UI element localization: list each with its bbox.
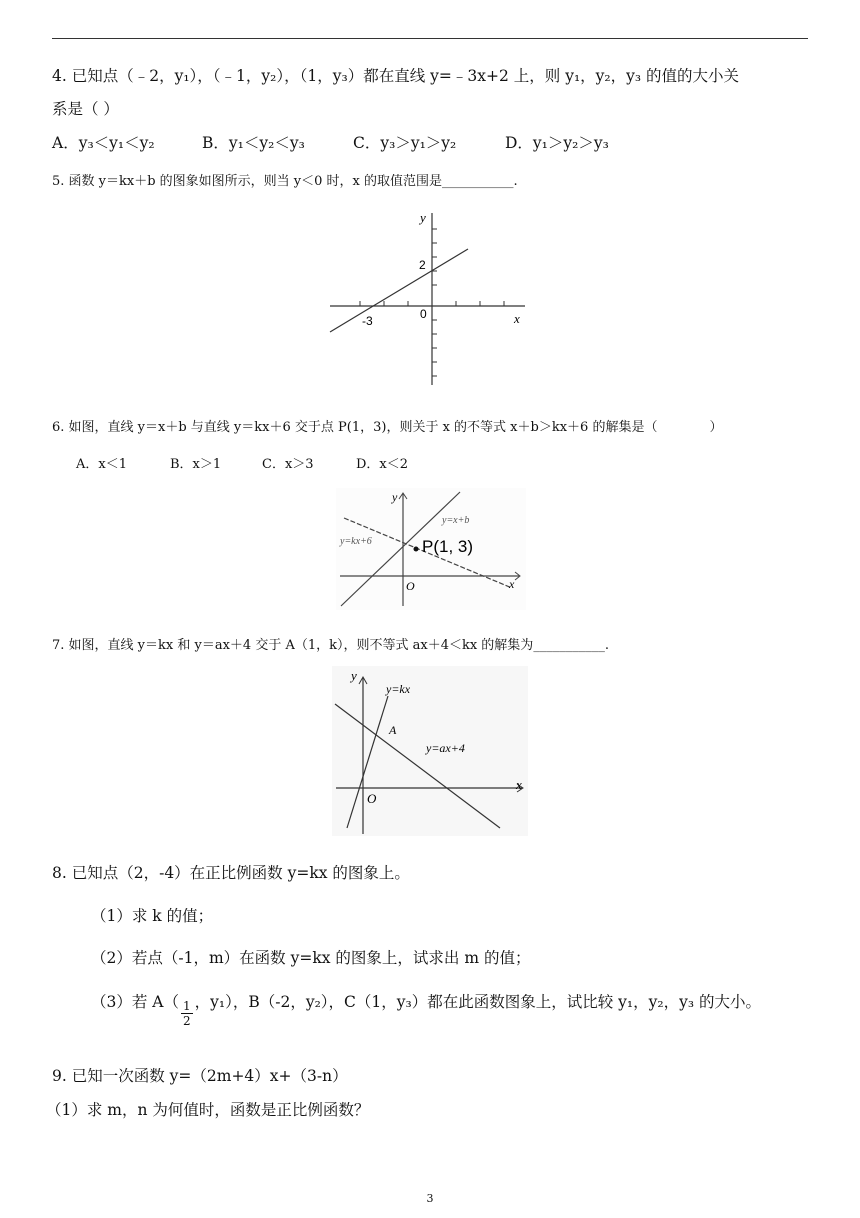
q4-option-c[interactable]: C．y₃＞y₁＞y₂ (353, 134, 457, 152)
q7-text: 7. 如图，直线 y＝kx 和 y＝ax＋4 交于 A（1，k），则不等式 ax＋4＜kx 的解集为 (52, 638, 534, 653)
q6-line1-label: y=x+b (442, 515, 470, 526)
q5-x-intercept-label: -3 (362, 314, 373, 328)
q8-part-3 (91, 990, 761, 1028)
q4-options (52, 131, 609, 153)
q5-answer-blank[interactable]: ___________ (442, 174, 514, 189)
q6-text: 6. 如图，直线 y＝x＋b 与直线 y＝kx＋6 交于点 P(1，3)，则关于 x 的不等式 x＋b＞kx＋6 的解集是（ (52, 420, 658, 435)
q4-option-a[interactable]: A．y₃＜y₁＜y₂ (52, 134, 155, 152)
q8-part-2: （2）若点（-1，m）在函数 y=kx 的图象上，试求出 m 的值； (91, 949, 531, 967)
q7-y-label: y (351, 668, 357, 683)
q8-fraction-numerator: 1 (182, 999, 191, 1013)
q4-option-b[interactable]: B．y₁＜y₂＜y₃ (202, 134, 305, 152)
q7-graph (332, 666, 528, 836)
q6-point-p (414, 547, 419, 552)
q7-origin-label: O (367, 791, 377, 806)
q8-stem: 8. 已知点（2，-4）在正比例函数 y=kx 的图象上。 (52, 864, 410, 882)
q6-option-b[interactable]: B．x＞1 (170, 457, 222, 472)
q6-y-label: y (392, 490, 398, 504)
q5-y-label: y (420, 210, 426, 225)
header-rule (52, 38, 808, 39)
q5-y-intercept-label: 2 (419, 258, 426, 272)
q7-period: . (604, 638, 609, 653)
page-number: 3 (426, 1192, 434, 1205)
q8-fraction-denominator: 2 (182, 1014, 191, 1028)
q9-part-1: （1）求 m，n 为何值时，函数是正比例函数？ (46, 1101, 370, 1119)
q6-stem (52, 416, 722, 435)
q5-y-ticks (432, 229, 437, 376)
q5-text: 5. 函数 y＝kx＋b 的图象如图所示，则当 y＜0 时，x 的取值范围是 (52, 174, 443, 189)
q7-point-a-label: A (389, 723, 397, 737)
q7-line2-label: y=ax+4 (426, 741, 465, 755)
q7-stem (52, 634, 609, 653)
q6-option-a[interactable]: A．x＜1 (76, 457, 127, 472)
q6-option-c[interactable]: C．x＞3 (262, 457, 314, 472)
q4-option-d[interactable]: D．y₁＞y₂＞y₃ (505, 134, 609, 152)
q9-stem: 9. 已知一次函数 y=（2m+4）x+（3-n） (52, 1067, 348, 1085)
q7-line1-label: y=kx (386, 682, 411, 696)
q5-period: . (513, 174, 518, 189)
q5-x-label: x (514, 311, 520, 326)
q8-part-1: （1）求 k 的值； (91, 907, 214, 925)
q6-x-label: x (509, 577, 515, 591)
q6-option-d[interactable]: D．x＜2 (356, 457, 409, 472)
q6-graph (336, 488, 526, 610)
q8-fraction (181, 999, 193, 1028)
q6-point-label: P(1, 3) (422, 537, 474, 556)
q4-stem-line1: 4. 已知点（﹣2，y₁），（﹣1，y₂），（1，y₃）都在直线 y=﹣3x+2 上，则 y₁，y₂，y₃ 的值的大小关 (52, 67, 740, 85)
q8-part-3-end: ，y₁），B（-2，y₂），C（1，y₃）都在此函数图象上，试比较 y₁，y₂，y₃ 的大小。 (194, 993, 762, 1011)
q8-part-3-start: （3）若 A（ (91, 993, 179, 1011)
q5-graph (320, 205, 540, 390)
q5-stem (52, 170, 518, 189)
q6-line2-label: y=kx+6 (340, 536, 372, 547)
q7-answer-blank[interactable]: ___________ (533, 638, 605, 653)
q5-origin-label: 0 (420, 307, 427, 321)
q6-origin-label: O (406, 579, 415, 593)
q6-paren-close: ） (709, 420, 723, 435)
q6-options (76, 453, 408, 472)
q7-x-label: x (516, 777, 522, 792)
q5-function-line (330, 249, 468, 332)
q4-stem-line2: 系是（ ） (52, 100, 119, 118)
